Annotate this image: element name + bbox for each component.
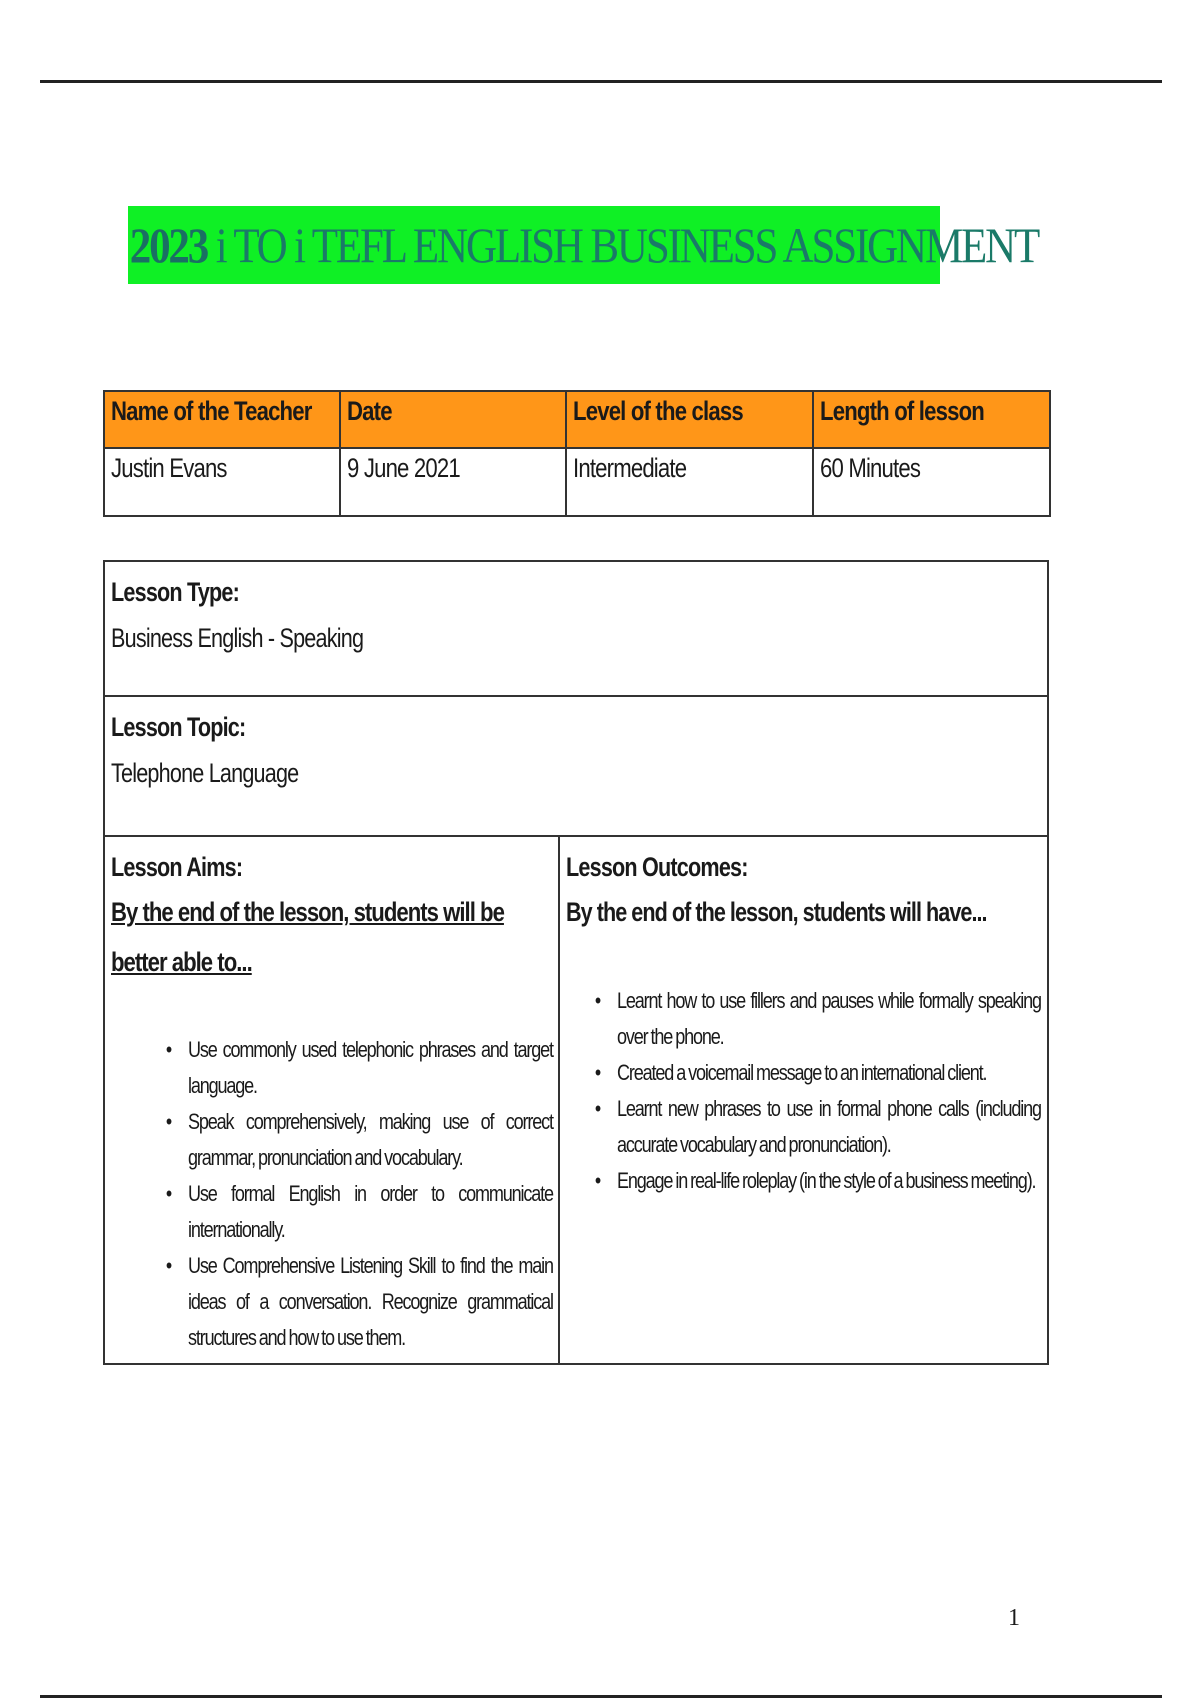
- lesson-type-section: [105, 562, 1047, 697]
- lesson-aims-column: [105, 837, 560, 1363]
- lesson-date: 9 June 2021: [340, 448, 566, 516]
- header-teacher: Name of the Teacher: [104, 391, 340, 448]
- teacher-name: Justin Evans: [104, 448, 340, 516]
- list-item: • Speak comprehensively, making use of correct grammar, pronunciation and vocabulary.: [188, 1104, 553, 1176]
- lesson-outcomes-column: [560, 837, 1047, 1363]
- title-text: i TO i TEFL ENGLISH BUSINESS ASSIGNMENT: [207, 217, 1039, 273]
- list-item: • Use Comprehensive Listening Skill to find the main ideas of a conversation. Recognize grammatical structures and how to use them.: [188, 1248, 553, 1356]
- class-level: Intermediate: [566, 448, 813, 516]
- title-banner: [128, 206, 1039, 284]
- header-length: Length of lesson: [813, 391, 1050, 448]
- lesson-length: 60 Minutes: [813, 448, 1050, 516]
- list-item: • Use formal English in order to communicate internationally.: [188, 1176, 553, 1248]
- title-year: 2023: [129, 217, 208, 273]
- info-value-row: [104, 448, 1050, 516]
- lesson-aims-label: Lesson Aims:: [111, 852, 243, 882]
- lesson-outcomes-list: [617, 983, 1041, 1199]
- lesson-outcomes-intro: By the end of the lesson, students will have...: [566, 897, 987, 927]
- lesson-details-box: [103, 560, 1049, 1365]
- lesson-topic-section: [105, 697, 1047, 837]
- header-level: Level of the class: [566, 391, 813, 448]
- bottom-rule: [40, 1695, 1162, 1698]
- lesson-aims-list: [188, 1032, 553, 1356]
- lesson-type-label: Lesson Type:: [111, 577, 240, 607]
- list-item: • Learnt new phrases to use in formal phone calls (including accurate vocabulary and pronunciation).: [617, 1091, 1041, 1163]
- lesson-info-table: [103, 390, 1051, 517]
- page-number: 1: [1008, 1605, 1020, 1631]
- page-title: [128, 216, 1038, 274]
- list-item: • Use commonly used telephonic phrases and target language.: [188, 1032, 553, 1104]
- lesson-type-value: Business English - Speaking: [111, 623, 364, 653]
- top-rule: [40, 80, 1162, 83]
- info-header-row: [104, 391, 1050, 448]
- aims-outcomes-section: [105, 837, 1047, 1363]
- header-date: Date: [340, 391, 566, 448]
- list-item: • Learnt how to use fillers and pauses while formally speaking over the phone.: [617, 983, 1041, 1055]
- lesson-outcomes-label: Lesson Outcomes:: [566, 852, 748, 882]
- lesson-topic-value: Telephone Language: [111, 758, 299, 788]
- lesson-aims-intro: By the end of the lesson, students will be better able to...: [111, 897, 504, 977]
- list-item: • Created a voicemail message to an international client.: [617, 1055, 1041, 1091]
- lesson-topic-label: Lesson Topic:: [111, 712, 246, 742]
- list-item: • Engage in real-life roleplay (in the style of a business meeting).: [617, 1163, 1041, 1199]
